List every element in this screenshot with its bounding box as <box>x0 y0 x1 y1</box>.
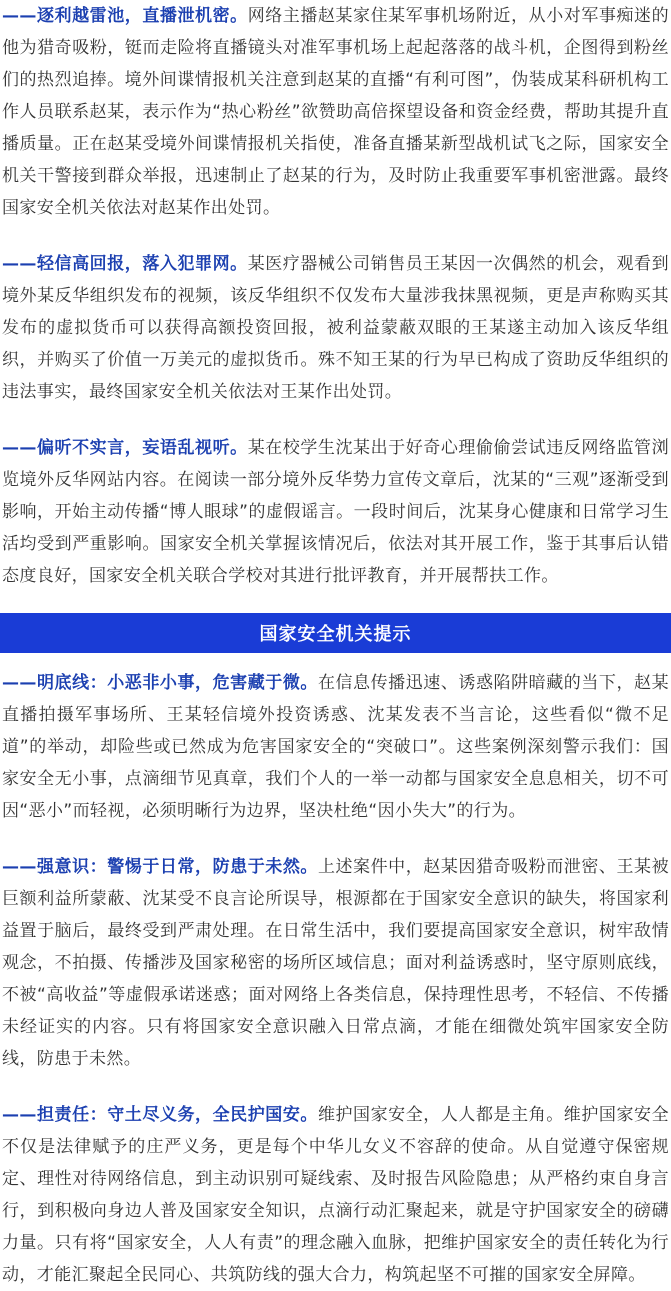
paragraph-spacer <box>0 1075 671 1099</box>
tip-2-heading: ——强意识：警惕于日常，防患于未然。 <box>2 857 318 877</box>
tip-2-text: 上述案件中，赵某因猎奇吸粉而泄密、王某被巨额利益所蒙蔽、沈某受不良言论所误导，根源都在于国家安全意识的缺失，将国家利益置于脑后，最终受到严肃处理。在日常生活中，我们要提高国家安全意识，树牢敌情观念，不拍摄、传播涉及国家秘密的场所区域信息；面对利益诱惑时，坚守原则底线，不被“高收益”等虚假承诺迷惑；面对网络上各类信息，保持理性思考，不轻信、不传播未经证实的内容。只有将国家安全意识融入日常点滴，才能在细微处筑牢国家安全防线，防患于未然。 <box>2 857 669 1069</box>
case-3-text: 某在校学生沈某出于好奇心理偷偷尝试违反网络监管浏览境外反华网站内容。在阅读一部分境外反华势力宣传文章后，沈某的“三观”逐渐受到影响，开始主动传播“博人眼球”的虚假谣言。一段时间后，沈某身心健康和日常学习生活均受到严重影响。国家安全机关掌握该情况后，依法对其开展工作，鉴于其事后认错态度良好，国家安全机关联合学校对其进行批评教育，并开展帮扶工作。 <box>2 438 669 586</box>
case-paragraph-2 <box>0 248 671 408</box>
case-2-heading: ——轻信高回报，落入犯罪网。 <box>2 254 248 274</box>
paragraph-spacer <box>0 827 671 851</box>
tip-3-heading: ——担责任：守土尽义务，全民护国安。 <box>2 1105 318 1125</box>
tip-paragraph-2 <box>0 851 671 1075</box>
tip-1-text: 在信息传播迅速、诱惑陷阱暗藏的当下，赵某直播拍摄军事场所、王某轻信境外投资诱惑、沈某发表不当言论，这些看似“微不足道”的举动，却险些或已然成为危害国家安全的“突破口”。这些案例深刻警示我们：国家安全无小事，点滴细节见真章，我们个人的一举一动都与国家安全息息相关，切不可因“恶小”而轻视，必须明晰行为边界，坚决杜绝“因小失大”的行为。 <box>2 673 669 821</box>
case-1-text: 网络主播赵某家住某军事机场附近，从小对军事痴迷的他为猎奇吸粉，铤而走险将直播镜头对准军事机场上起起落落的战斗机，企图得到粉丝们的热烈追捧。境外间谍情报机关注意到赵某的直播“有利可图”，伪装成某科研机构工作人员联系赵某，表示作为“热心粉丝”欲赞助高倍探望设备和资金经费，帮助其提升直播质量。正在赵某受境外间谍情报机关指使，准备直播某新型战机试飞之际，国家安全机关干警接到群众举报，迅速制止了赵某的行为，及时防止我重要军事机密泄露。最终国家安全机关依法对赵某作出处罚。 <box>2 6 669 218</box>
case-2-text: 某医疗器械公司销售员王某因一次偶然的机会，观看到境外某反华组织发布的视频，该反华组织不仅发布大量涉我抹黑视频，更是声称购买其发布的虚拟货币可以获得高额投资回报，被利益蒙蔽双眼的王某遂主动加入该反华组织，并购买了价值一万美元的虚拟货币。殊不知王某的行为早已构成了资助反华组织的违法事实，最终国家安全机关依法对王某作出处罚。 <box>2 254 669 402</box>
paragraph-spacer <box>0 224 671 248</box>
tip-1-heading: ——明底线：小恶非小事，危害藏于微。 <box>2 673 318 693</box>
case-3-heading: ——偏听不实言，妄语乱视听。 <box>2 438 248 458</box>
section-banner <box>0 613 671 653</box>
tip-3-text: 维护国家安全，人人都是主角。维护国家安全不仅是法律赋予的庄严义务，更是每个中华儿女义不容辞的使命。从自觉遵守保密规定、理性对待网络信息，到主动识别可疑线索、及时报告风险隐患；从严格约束自身言行，到积极向身边人普及国家安全知识，点滴行动汇聚起来，就是守护国家安全的磅礴力量。只有将“国家安全，人人有责”的理念融入血脉，把维护国家安全的责任转化为行动，才能汇聚起全民同心、共筑防线的强大合力，构筑起坚不可摧的国家安全屏障。 <box>2 1105 669 1285</box>
paragraph-spacer <box>0 408 671 432</box>
section-banner-title: 国家安全机关提示 <box>259 624 412 645</box>
case-paragraph-1 <box>0 0 671 224</box>
tip-paragraph-3 <box>0 1099 671 1291</box>
tip-paragraph-1 <box>0 667 671 827</box>
case-paragraph-3 <box>0 432 671 592</box>
case-1-heading: ——逐利越雷池，直播泄机密。 <box>2 6 248 26</box>
